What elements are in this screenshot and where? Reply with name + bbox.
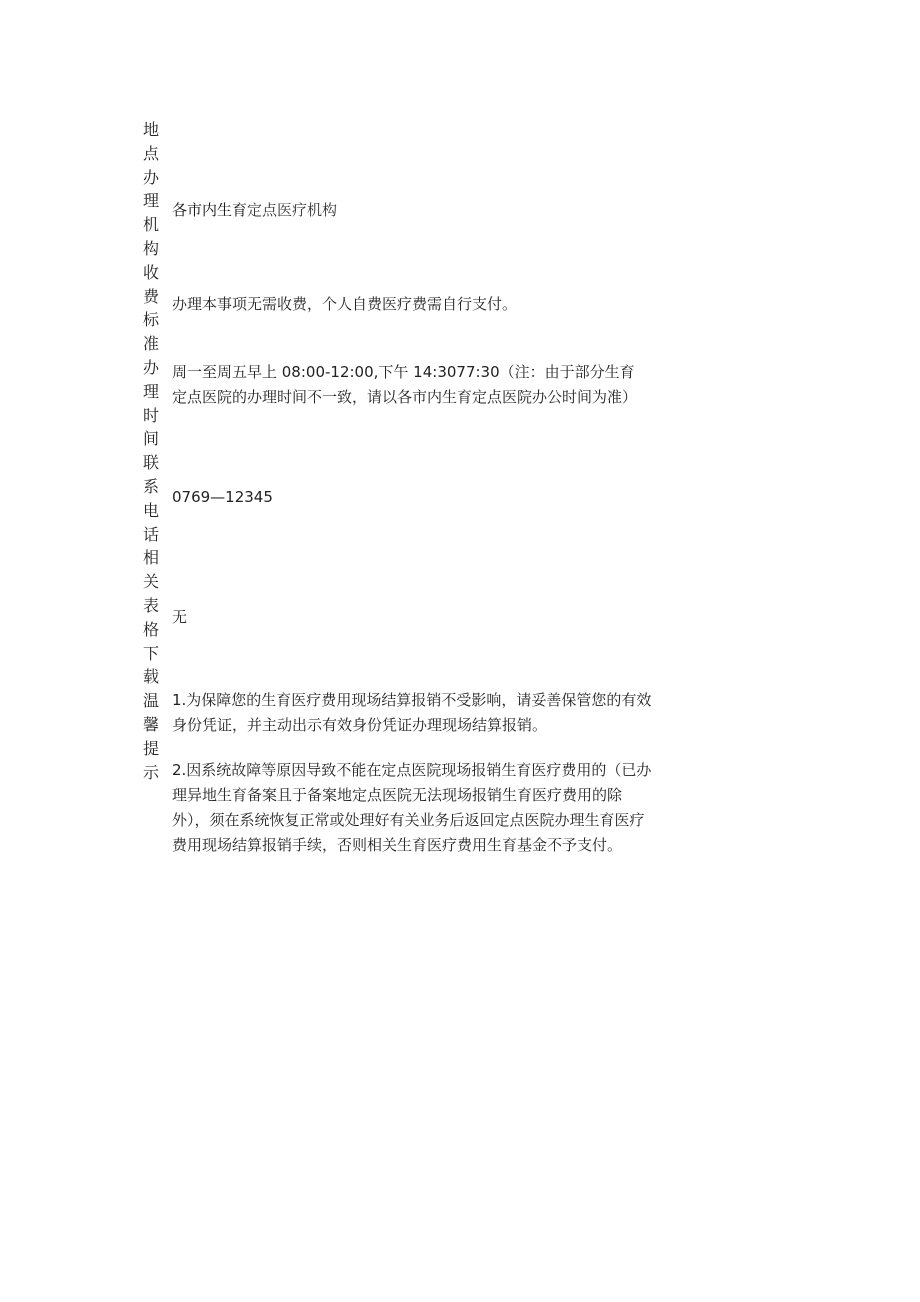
label-char: 关: [142, 572, 159, 592]
hours-value: [172, 360, 732, 410]
label-tips: [140, 689, 162, 784]
field-labels-column: [140, 118, 162, 784]
tip-2-line-4: 费用现场结算报销手续，否则相关生育医疗费用生育基金不予支付。: [172, 836, 623, 854]
label-char: 收: [142, 262, 159, 282]
label-char: 下: [142, 643, 159, 663]
label-char: 构: [142, 238, 159, 258]
tip-1: [172, 688, 732, 738]
hours-line-1: 周一至周五早上 08:00-12:00,下午 14:3077:30（注：由于部分生育: [172, 363, 635, 381]
hours-line-2: 定点医院的办理时间不一致，请以各市内生育定点医院办公时间为准）: [172, 388, 638, 406]
label-char: 电: [142, 500, 159, 520]
label-char: 办: [142, 167, 159, 187]
label-char: 表: [142, 595, 159, 615]
label-char: 地: [142, 120, 159, 139]
label-char: 联: [142, 453, 159, 473]
label-char: 标: [142, 310, 159, 330]
tip-2-line-1: 2.因系统故障等原因导致不能在定点医院现场报销生育医疗费用的（已办: [172, 761, 652, 779]
fee-value: 办理本事项无需收费，个人自费医疗费需自行支付。: [172, 295, 518, 313]
phone-value: 0769—12345: [172, 488, 273, 506]
label-char: 载: [142, 667, 159, 687]
label-char: 时: [142, 405, 159, 425]
label-char: 话: [142, 524, 159, 544]
label-char: 费: [142, 286, 159, 306]
label-char: 格: [142, 619, 159, 639]
label-char: 相: [142, 548, 159, 568]
label-fee: [140, 261, 162, 356]
label-forms: [140, 546, 162, 689]
label-char: 理: [142, 381, 159, 401]
tip-1-line-2: 身份凭证，并主动出示有效身份凭证办理现场结算报销。: [172, 716, 548, 734]
label-hours: [140, 356, 162, 451]
label-char: 馨: [142, 714, 159, 734]
label-char: 间: [142, 429, 159, 449]
label-phone: [140, 451, 162, 546]
label-char: 办: [142, 357, 159, 377]
label-char: 点: [142, 143, 159, 163]
label-agency: [140, 166, 162, 261]
label-char: 温: [142, 691, 159, 711]
forms-value: 无: [172, 608, 188, 626]
label-location: [140, 118, 162, 166]
label-char: 示: [142, 762, 159, 782]
label-char: 提: [142, 738, 159, 758]
tip-2-line-2: 理异地生育备案且于备案地定点医院无法现场报销生育医疗费用的除: [172, 786, 623, 804]
agency-value-part2: 定点医疗机构: [247, 201, 338, 219]
label-char: 准: [142, 334, 159, 354]
agency-value-part1: 各市内生育: [172, 201, 248, 219]
agency-value: [172, 198, 337, 222]
tip-2-line-3: 外），须在系统恢复正常或处理好有关业务后返回定点医院办理生育医疗: [172, 811, 645, 829]
label-char: 理: [142, 191, 159, 211]
tip-1-line-1: 1.为保障您的生育医疗费用现场结算报销不受影响，请妥善保管您的有效: [172, 691, 652, 709]
tip-2: [172, 758, 732, 858]
label-char: 系: [142, 476, 159, 496]
label-char: 机: [142, 215, 159, 235]
